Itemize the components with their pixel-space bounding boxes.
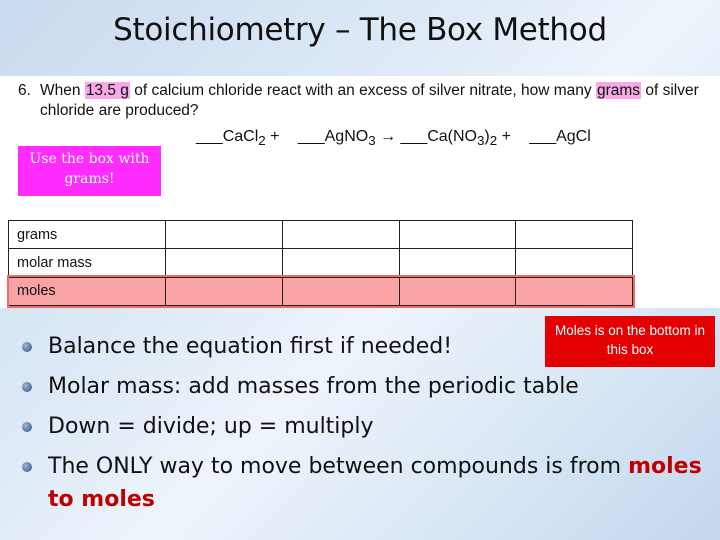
table-cell[interactable] [282,221,399,249]
bullet-item [22,367,702,407]
question-number: 6. [18,82,31,99]
question-part1: When [40,82,85,99]
product-cano32: Ca(NO [427,128,477,145]
bullet-dot-icon [22,462,32,472]
bullet-text: Balance the equation first if needed! [48,334,453,359]
table-cell[interactable] [516,277,633,305]
blank-2: ___ [297,128,325,145]
subscript: 3 [368,133,376,149]
callout-moles-bottom: Moles is on the bottom in this box [545,316,715,367]
plus-sign: + [497,128,516,145]
blank-1: ___ [196,128,223,145]
bullet-dot-icon [22,422,32,432]
subscript: 2 [489,133,498,149]
callout-use-box: Use the box with grams! [18,146,161,196]
bullet-dot-icon [22,342,32,352]
highlight-mass: 13.5 g [85,82,129,99]
table-cell[interactable] [282,277,399,305]
blank-3: ___ [400,128,428,145]
row-label: molar mass [9,249,166,277]
question-part3: of silver chloride are produced? [40,82,699,119]
table-cell[interactable] [516,249,633,277]
bullet-text: Down = divide; up = multiply [48,414,374,439]
subscript: 3 [477,133,485,149]
plus-sign: + [265,128,284,145]
question-text [40,81,720,121]
subscript: 2 [258,133,266,149]
product-agcl: AgCl [556,128,591,145]
row-label: moles [9,277,166,305]
bullet-text: The ONLY way to move between compounds is from [48,454,629,479]
paren: ) [484,128,490,145]
bullet-emphasis: moles to moles [48,454,702,512]
question-part2: of calcium chloride react with an excess of silver nitrate, how many [129,82,596,99]
slide-title: Stoichiometry – The Box Method [113,12,607,48]
yield-arrow: → [375,128,401,145]
table-cell[interactable] [282,249,399,277]
box-method-table [8,220,633,306]
table-cell[interactable] [166,249,283,277]
table-row-molar-mass [9,249,633,277]
row-label: grams [9,221,166,249]
bullet-item [22,447,702,516]
table-cell[interactable] [166,221,283,249]
table-row-grams [9,221,633,249]
bullet-dot-icon [22,382,32,392]
reactant-cacl2: CaCl [222,128,259,145]
table-cell[interactable] [399,249,516,277]
table-cell[interactable] [399,277,516,305]
reactant-agno3: AgNO [324,128,369,145]
bullet-item [22,407,702,447]
highlight-grams: grams [596,82,641,99]
bullet-text: Molar mass: add masses from the periodic table [48,374,579,399]
table-cell[interactable] [166,277,283,305]
table-row-moles [9,277,633,305]
table-cell[interactable] [399,221,516,249]
chemical-equation [196,128,591,148]
blank-4: ___ [529,128,557,145]
table-cell[interactable] [516,221,633,249]
